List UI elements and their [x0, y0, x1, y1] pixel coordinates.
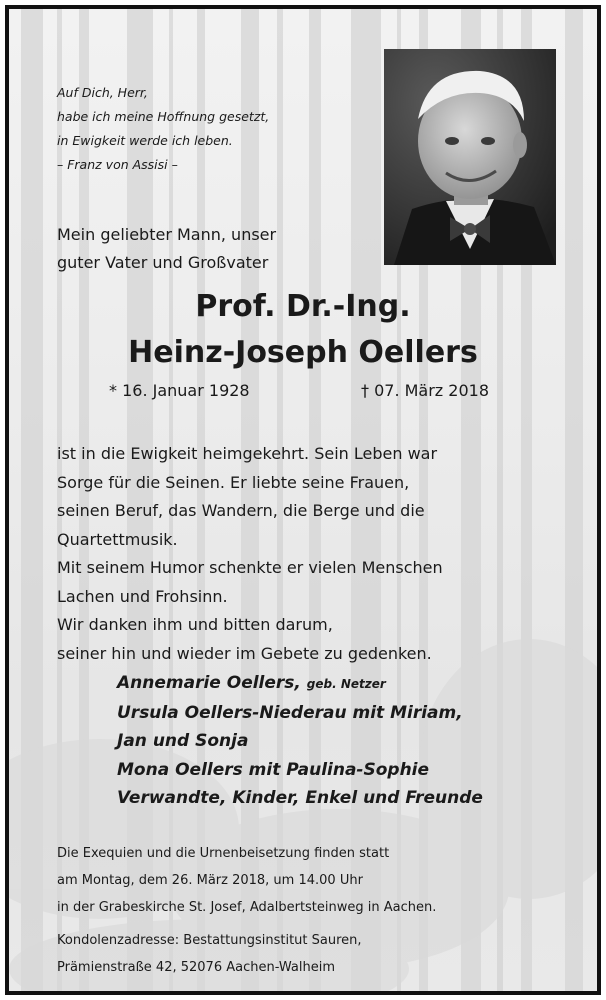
text-line: Wir danken ihm und bitten darum, — [57, 615, 333, 634]
condolence-line: Kondolenzadresse: Bestattungsinstitut Sauren, — [57, 933, 362, 948]
birth-date: * 16. Januar 1928 — [109, 381, 250, 400]
intro-line: Mein geliebter Mann, unser — [57, 225, 277, 244]
mourner-line: Jan und Sonja — [117, 731, 249, 751]
intro-block — [57, 221, 276, 277]
obituary-frame — [5, 5, 601, 995]
mourner-line: Mona Oellers mit Paulina-Sophie — [117, 759, 430, 780]
quote-author: – Franz von Assisi – — [57, 157, 178, 172]
text-line: seiner hin und wieder im Gebete zu gedenken. — [57, 643, 432, 663]
text-line: Sorge für die Seinen. Er liebte seine Frauen, — [57, 472, 410, 492]
mourner-name: Annemarie Oellers, — [117, 673, 301, 693]
service-info — [57, 840, 436, 981]
quote-line: in Ewigkeit werde ich leben. — [57, 133, 233, 148]
portrait-photo — [384, 49, 556, 265]
service-line: am Montag, dem 26. März 2018, um 14.00 Uhr — [57, 873, 363, 888]
quote-line: Auf Dich, Herr, — [57, 85, 148, 100]
quote-block — [57, 81, 269, 177]
death-date: † 07. März 2018 — [361, 381, 490, 400]
condolence-line: Prämienstraße 42, 52076 Aachen-Walheim — [57, 960, 335, 975]
intro-line: guter Vater und Großvater — [57, 253, 269, 272]
text-line: Lachen und Frohsinn. — [57, 586, 228, 606]
service-line: in der Grabeskirche St. Josef, Adalbertsteinweg in Aachen. — [57, 900, 437, 915]
mourner-line: Ursula Oellers-Niederau mit Miriam, — [117, 702, 463, 723]
service-line: Die Exequien und die Urnenbeisetzung finden statt — [57, 846, 390, 861]
obituary-text — [57, 440, 443, 668]
maiden-name-note: geb. Netzer — [306, 677, 386, 691]
deceased-title: Prof. Dr.-Ing. — [195, 289, 411, 324]
deceased-name: Heinz-Joseph Oellers — [128, 335, 478, 370]
mourner-line: Verwandte, Kinder, Enkel und Freunde — [117, 788, 483, 808]
text-line: ist in die Ewigkeit heimgekehrt. Sein Leben war — [57, 444, 438, 463]
text-line: Quartettmusik. — [57, 529, 178, 549]
mourners-list — [117, 669, 483, 813]
quote-line: habe ich meine Hoffnung gesetzt, — [57, 109, 270, 124]
text-line: Mit seinem Humor schenkte er vielen Menschen — [57, 558, 443, 577]
mourner-line — [117, 669, 483, 699]
text-line: seinen Beruf, das Wandern, die Berge und die — [57, 501, 425, 520]
